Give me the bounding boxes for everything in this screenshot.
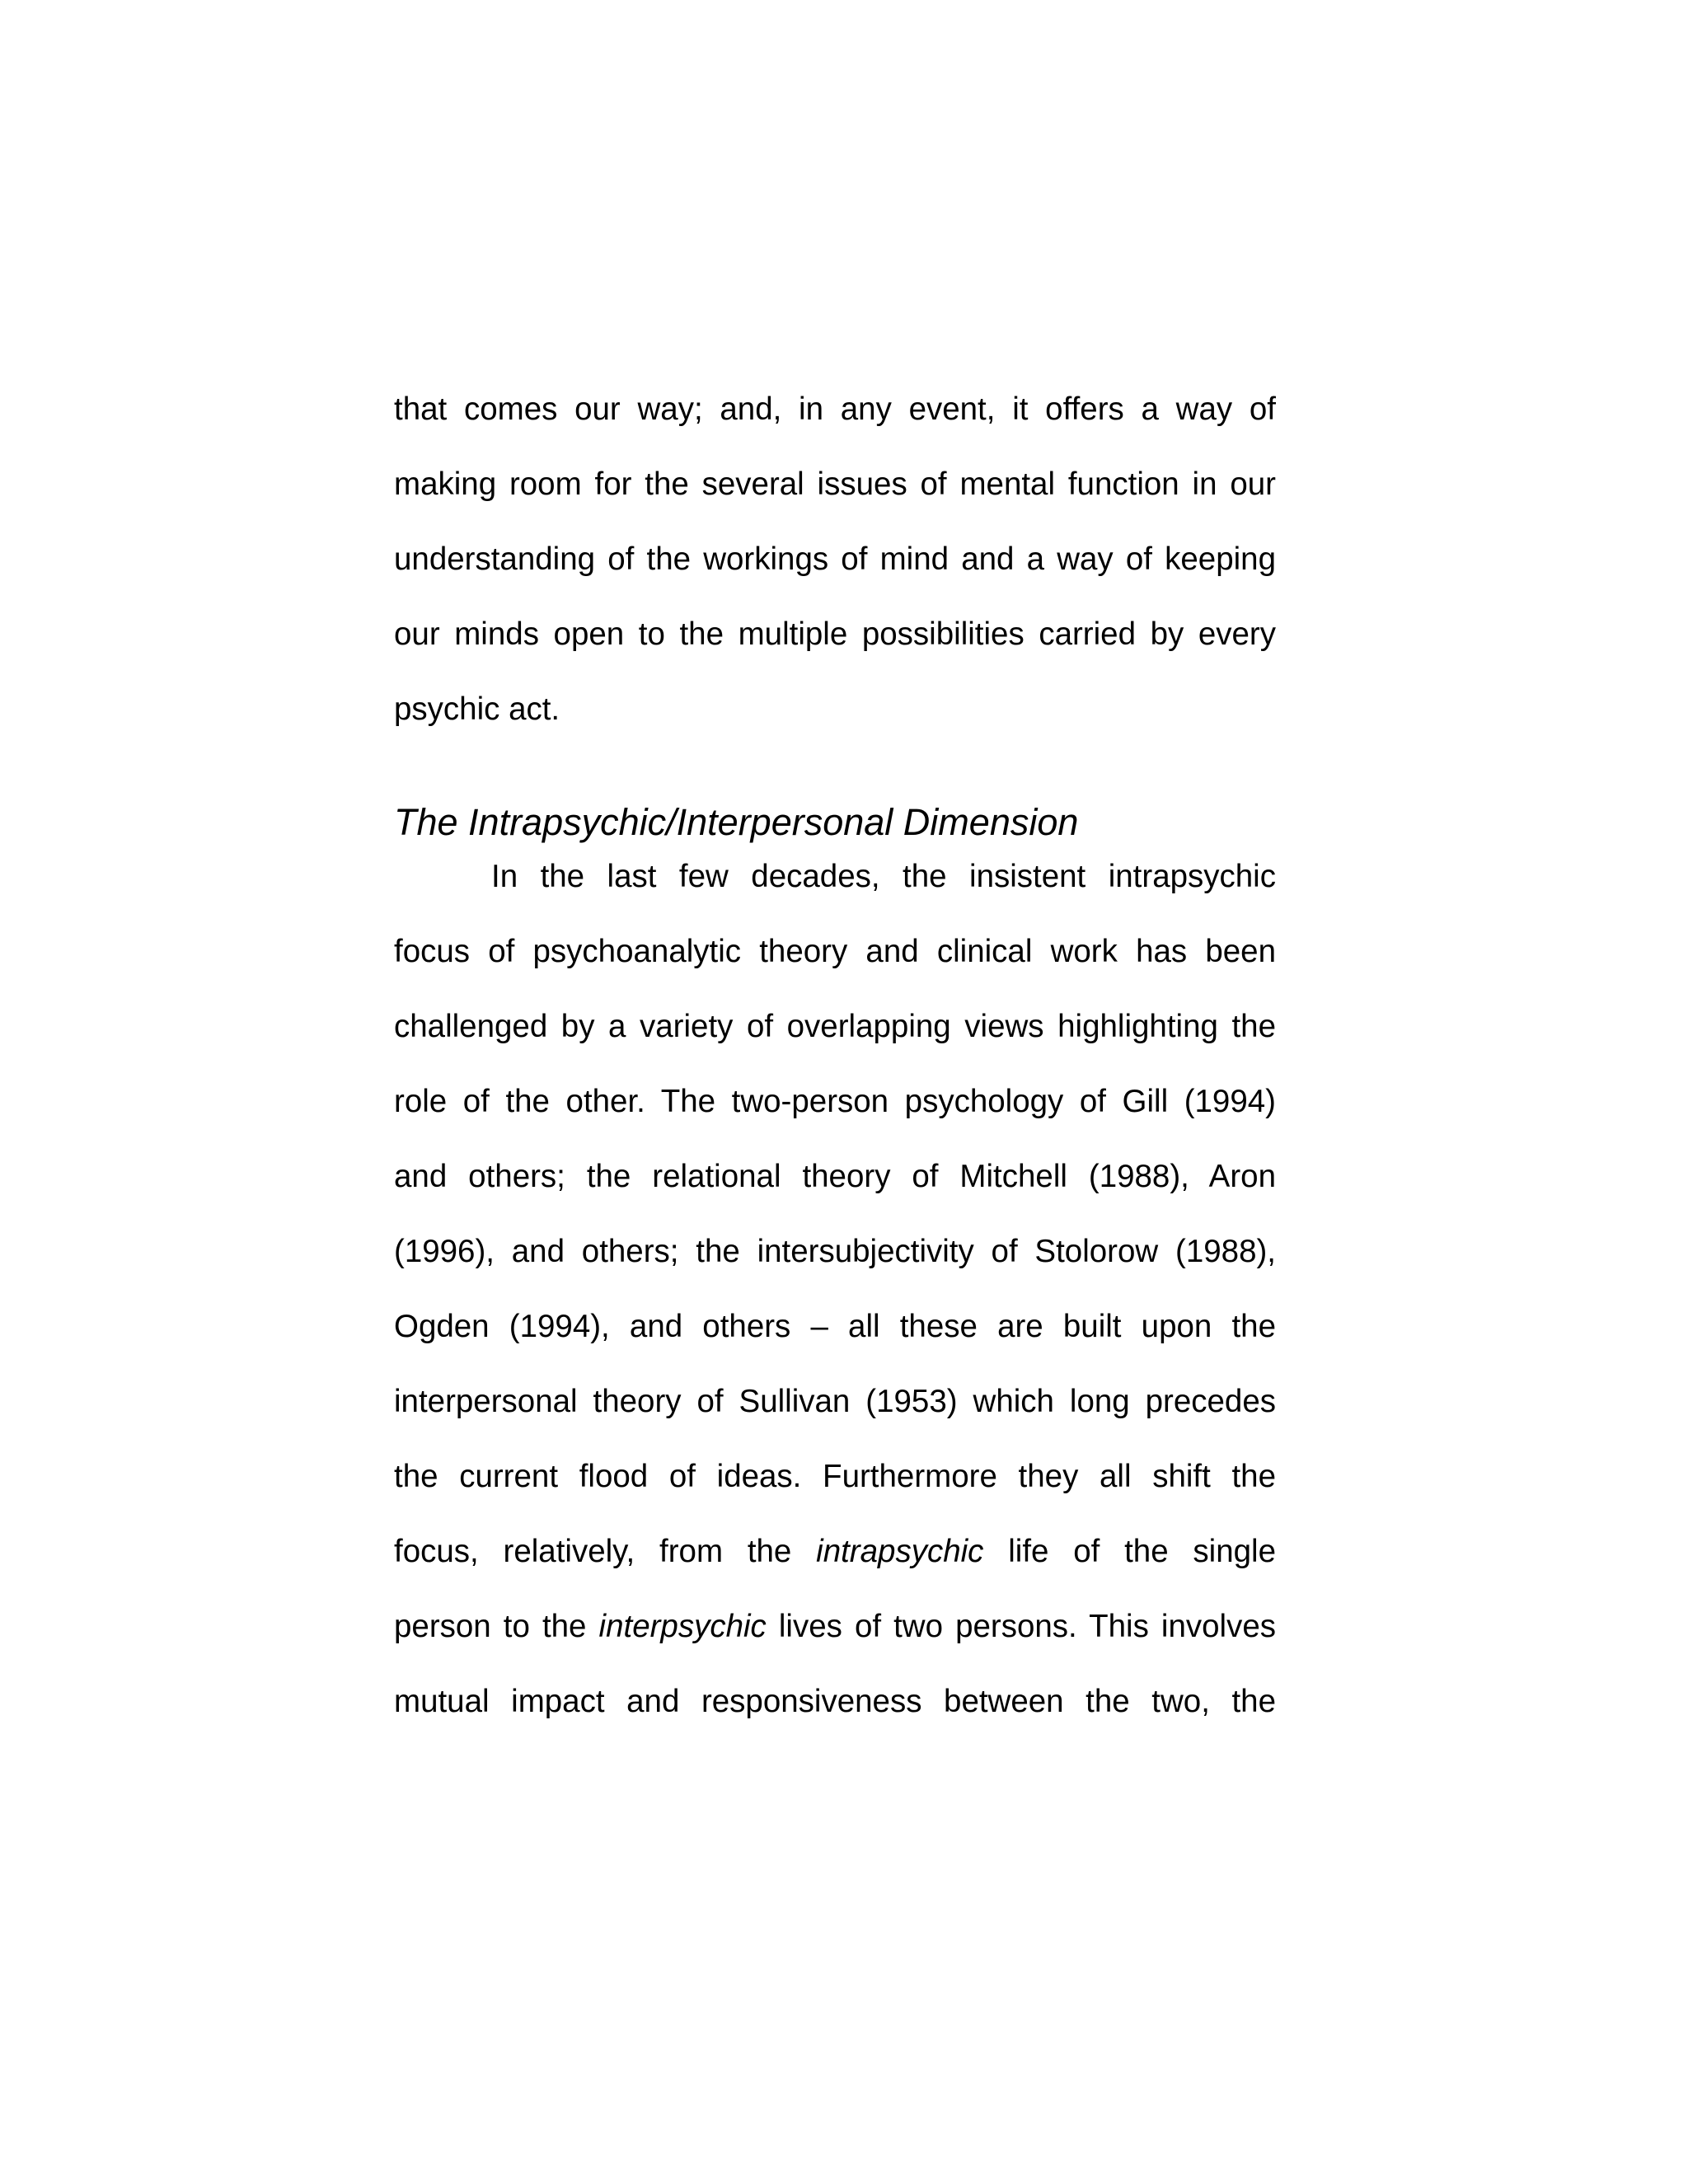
paragraph-line — [394, 1606, 1276, 1647]
paragraph-line: our minds open to the multiple possibilities carried by every — [394, 616, 1276, 652]
paragraph-line: role of the other. The two-person psychology of Gill (1994) — [394, 1084, 1276, 1119]
text-run: focus, relatively, from the — [394, 1534, 792, 1569]
paragraph-line: mutual impact and responsiveness between the two, the — [394, 1684, 1276, 1719]
paragraph-line: Ogden (1994), and others – all these are built upon the — [394, 1309, 1276, 1344]
text-run: person to the — [394, 1609, 587, 1644]
italic-term: intrapsychic — [816, 1534, 984, 1569]
italic-term: interpsychic — [598, 1609, 767, 1644]
text-run: lives of two persons. This involves — [778, 1609, 1276, 1644]
section-heading: The Intrapsychic/Interpersonal Dimension — [394, 801, 1079, 843]
paragraph-line: challenged by a variety of overlapping views highlighting the — [394, 1009, 1276, 1044]
paragraph-line: interpersonal theory of Sullivan (1953) which long precedes — [394, 1384, 1276, 1419]
paragraph-line: understanding of the workings of mind and a way of keeping — [394, 541, 1276, 577]
paragraph-line: that comes our way; and, in any event, it offers a way of — [394, 391, 1276, 427]
paragraph-line — [394, 1531, 1276, 1572]
paragraph-line: (1996), and others; the intersubjectivity of Stolorow (1988), — [394, 1234, 1276, 1269]
paragraph-line: In the last few decades, the insistent intrapsychic — [491, 859, 1276, 894]
text-run: life of the single — [1008, 1534, 1277, 1569]
paragraph-line: making room for the several issues of mental function in our — [394, 466, 1276, 502]
paragraph-line: psychic act. — [394, 691, 560, 727]
paragraph-line: and others; the relational theory of Mitchell (1988), Aron — [394, 1159, 1276, 1194]
paragraph-line: focus of psychoanalytic theory and clinical work has been — [394, 934, 1276, 969]
paragraph-line: the current flood of ideas. Furthermore they all shift the — [394, 1459, 1276, 1494]
